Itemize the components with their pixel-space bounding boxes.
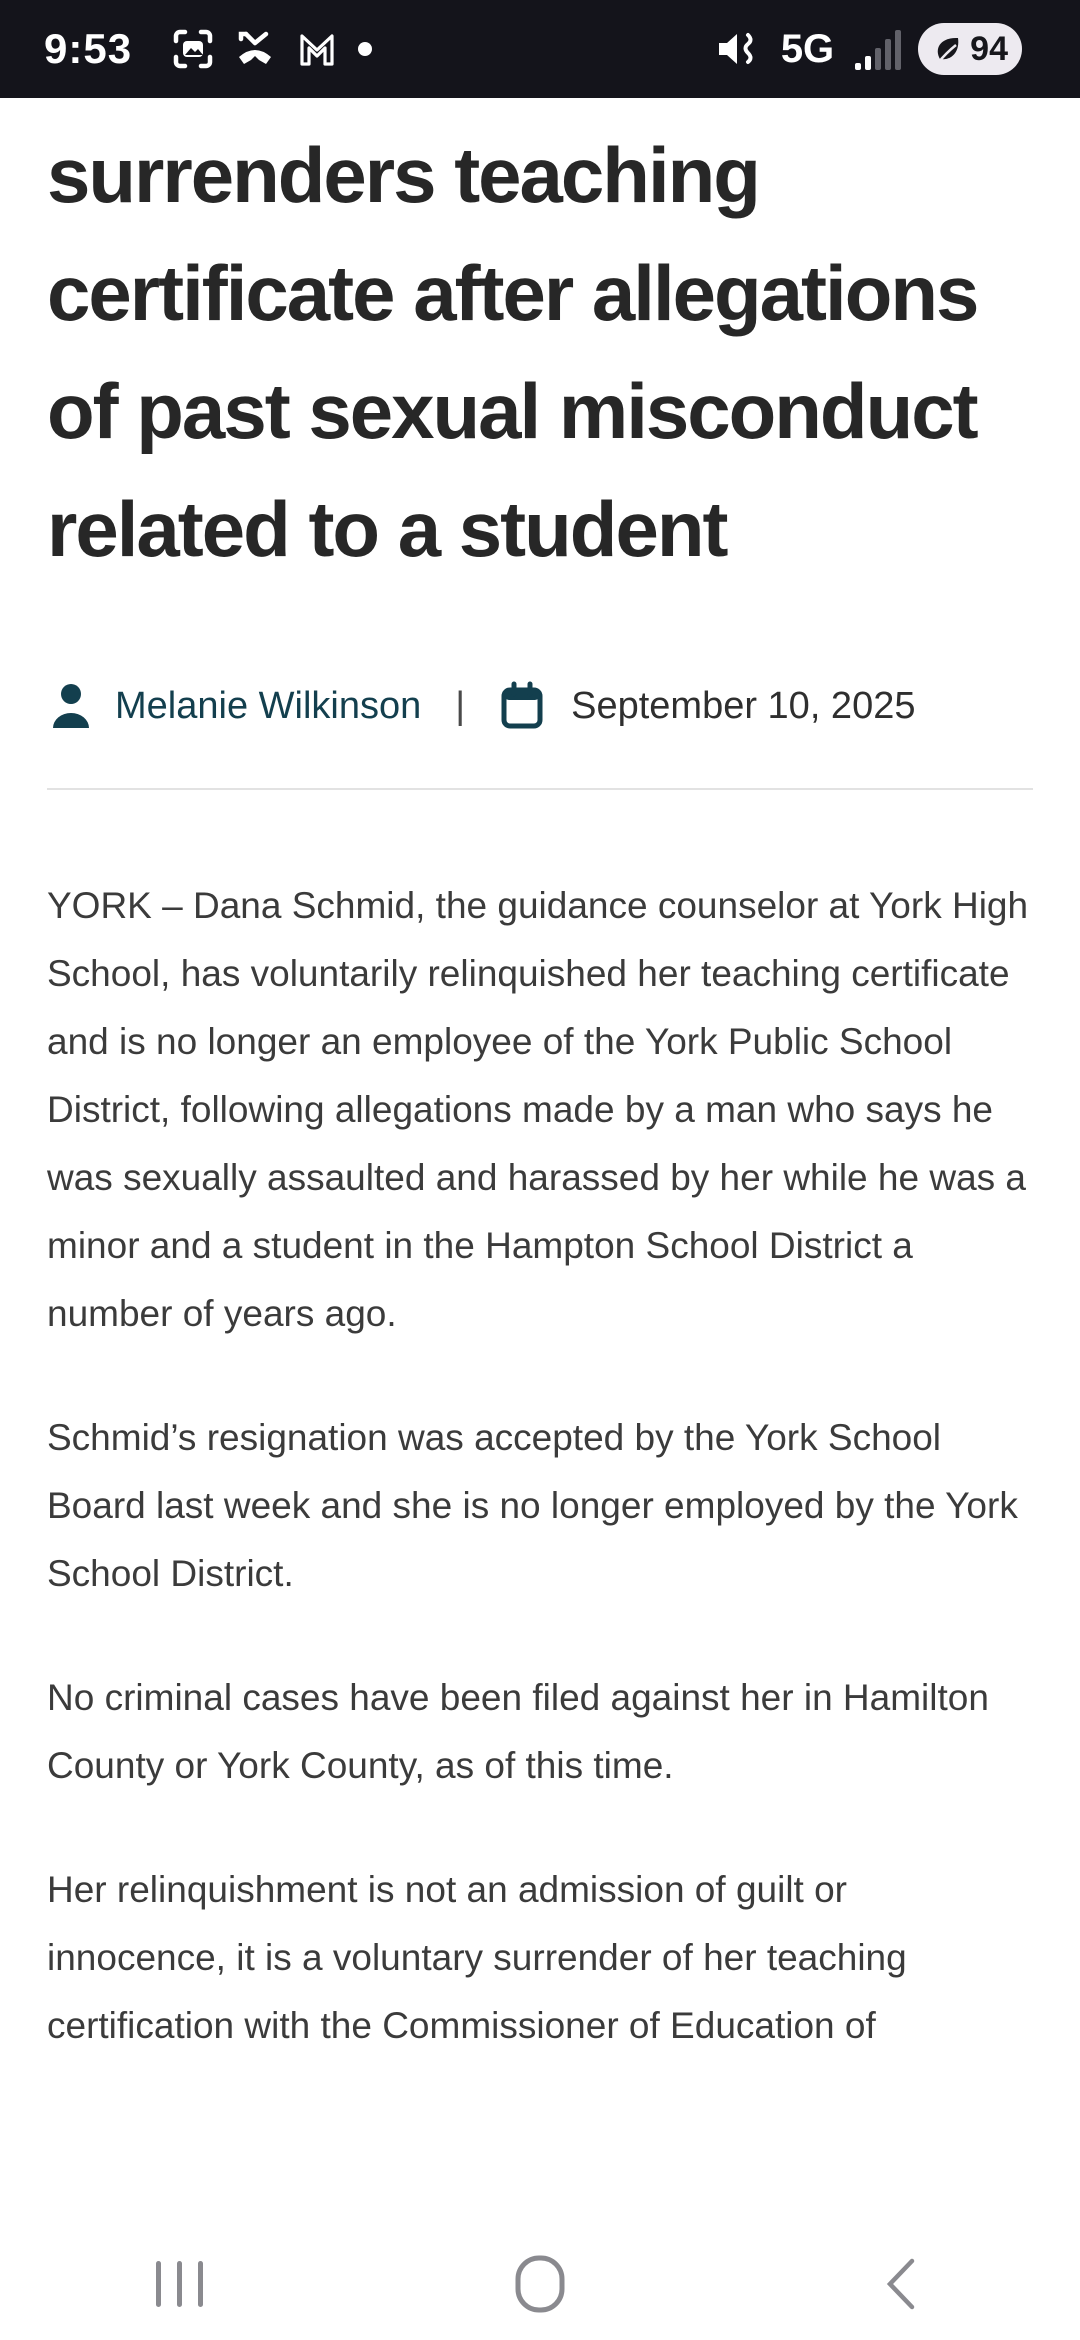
battery-indicator [918, 23, 1022, 75]
screenshot-icon [170, 26, 216, 72]
byline-separator: | [455, 684, 466, 727]
paragraph: No criminal cases have been filed against her in Hamilton County or York County, as of this time. [47, 1677, 989, 1786]
paragraph: Her relinquishment is not an admission of guilt or innocence, it is a voluntary surrender of her teaching certification with the Commissioner of Education of [47, 1869, 907, 2046]
notification-overflow-dot [356, 40, 374, 58]
author-link[interactable]: Melanie Wilkinson [115, 684, 422, 727]
article-paragraphs [47, 872, 1033, 2060]
publish-date: September 10, 2025 [571, 684, 916, 727]
calendar-icon [499, 681, 545, 731]
article-body [0, 98, 1080, 2060]
network-type-label: 5G [780, 26, 835, 71]
paragraph: YORK – Dana Schmid, the guidance counselor at York High School, has voluntarily relinquished her teaching certificate and is no longer an employee of the York Public School District, following allegations made by a man who says he was sexually assaulted and harassed by her while he was a minor and a student in the Hampton School District a number of years ago. [47, 885, 1029, 1334]
byline-divider [47, 788, 1033, 790]
clock: 9:53 [44, 25, 133, 72]
android-navigation-bar [0, 2228, 1080, 2340]
signal-strength-icon [854, 27, 904, 71]
status-bar [0, 0, 1080, 98]
battery-percent: 94 [970, 29, 1008, 68]
home-icon [515, 2255, 565, 2313]
paragraph: Schmid’s resignation was accepted by the York School Board last week and she is no longer employed by the York School District. [47, 1417, 1018, 1594]
back-icon [882, 2257, 918, 2311]
article-headline: surrenders teaching certificate after allegations of past sexual misconduct related to a student [47, 131, 978, 573]
author-person-icon [47, 680, 95, 732]
missed-call-icon [232, 26, 278, 72]
recents-icon [154, 2259, 206, 2309]
home-button[interactable] [360, 2255, 720, 2313]
byline [47, 680, 1033, 732]
recents-button[interactable] [0, 2259, 360, 2309]
gmail-icon [294, 26, 340, 72]
battery-saver-leaf-icon [932, 31, 966, 67]
back-button[interactable] [720, 2257, 1080, 2311]
mute-vibrate-icon [715, 27, 763, 71]
